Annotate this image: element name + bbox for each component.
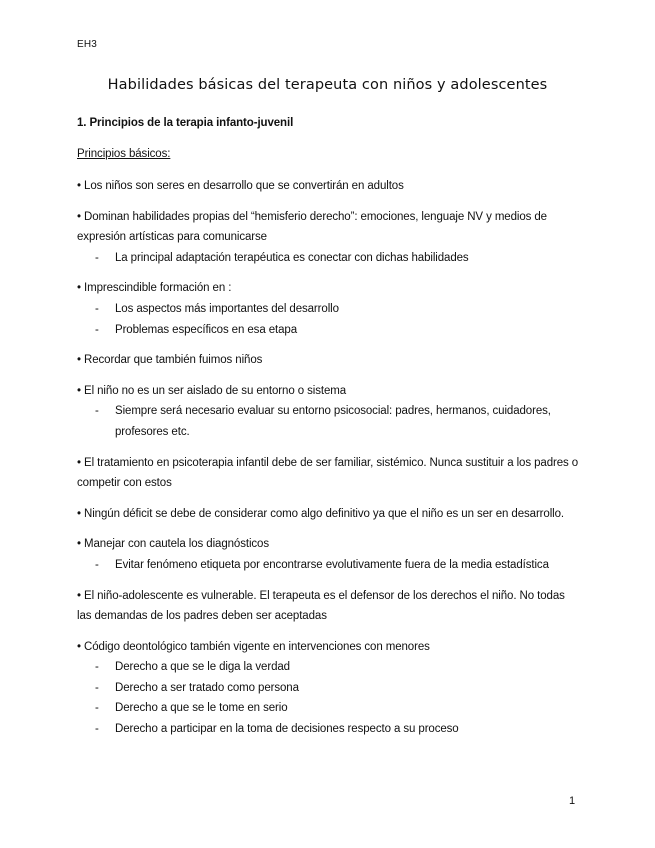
page-number: 1	[569, 795, 576, 807]
bullet-text: • El niño-adolescente es vulnerable. El terapeuta es el defensor de los derechos el niño. No todas las demandas de los padres deben ser aceptadas	[77, 589, 565, 623]
section-heading: 1. Principios de la terapia infanto-juvenil	[77, 117, 294, 129]
bullet-text: • El tratamiento en psicoterapia infantil debe de ser familiar, sistémico. Nunca sustituir a los padres o competir con estos	[77, 456, 579, 490]
dash-marker: -	[95, 323, 99, 336]
list-item	[77, 534, 582, 575]
sub-list-item	[77, 320, 582, 341]
list-item	[77, 453, 582, 494]
bullet-text: • Los niños son seres en desarrollo que se convertirán en adultos	[77, 180, 404, 192]
dash-marker: -	[95, 702, 99, 715]
sub-item-text: Derecho a que se le diga la verdad	[115, 661, 290, 674]
bullet-text: • El niño no es un ser aislado de su entorno o sistema	[77, 384, 347, 397]
dash-marker: -	[95, 251, 99, 264]
sub-list-item	[77, 248, 582, 269]
bullet-text: • Dominan habilidades propias del “hemisferio derecho”: emociones, lenguaje NV y medios de expresión artísticas para comunicarse	[77, 210, 547, 244]
bullet-text: • Manejar con cautela los diagnósticos	[77, 538, 270, 551]
list-item	[77, 381, 582, 443]
sub-list	[77, 299, 582, 340]
list-item	[77, 586, 582, 627]
sub-item-text: La principal adaptación terapéutica es conectar con dichas habilidades	[115, 251, 469, 264]
sub-item-text: Derecho a que se le tome en serio	[115, 702, 288, 715]
dash-marker: -	[95, 405, 99, 418]
sub-list-item	[77, 401, 582, 442]
dash-marker: -	[95, 681, 99, 694]
sub-list-item	[77, 678, 582, 699]
sub-item-text: Los aspectos más importantes del desarrollo	[115, 302, 339, 315]
list-item	[77, 350, 582, 371]
sub-list-item	[77, 719, 582, 740]
bullet-text: • Recordar que también fuimos niños	[77, 354, 263, 367]
bullet-text: • Código deontológico también vigente en intervenciones con menores	[77, 640, 430, 653]
list-item	[77, 637, 582, 740]
sub-list	[77, 657, 582, 739]
dash-marker: -	[95, 723, 99, 736]
sub-item-text: Problemas específicos en esa etapa	[115, 323, 297, 336]
sub-item-text: Derecho a ser tratado como persona	[115, 681, 299, 694]
document-header-code: EH3	[77, 39, 98, 50]
subheading-principios-basicos: Principios básicos:	[77, 148, 171, 160]
list-item	[77, 207, 582, 269]
principles-list	[77, 176, 582, 750]
list-item	[77, 176, 582, 197]
bullet-text: • Imprescindible formación en :	[77, 282, 232, 295]
list-item	[77, 278, 582, 340]
dash-marker: -	[95, 302, 99, 315]
sub-list-item	[77, 299, 582, 320]
sub-list-item	[77, 698, 582, 719]
sub-list-item	[77, 555, 582, 576]
sub-item-text: Derecho a participar en la toma de decisiones respecto a su proceso	[115, 723, 459, 736]
dash-marker: -	[95, 558, 99, 571]
sub-item-text: Siempre será necesario evaluar su entorno psicosocial: padres, hermanos, cuidadores, profesores etc.	[115, 405, 551, 438]
sub-list-item	[77, 657, 582, 678]
sub-item-text: Evitar fenómeno etiqueta por encontrarse evolutivamente fuera de la media estadística	[115, 558, 549, 571]
bullet-text: • Ningún déficit se debe de considerar como algo definitivo ya que el niño es un ser en desarrollo.	[77, 507, 565, 520]
sub-list	[77, 555, 582, 576]
sub-list	[77, 401, 582, 442]
document-title: Habilidades básicas del terapeuta con niños y adolescentes	[107, 77, 548, 93]
sub-list	[77, 248, 582, 269]
list-item	[77, 504, 582, 525]
dash-marker: -	[95, 661, 99, 674]
